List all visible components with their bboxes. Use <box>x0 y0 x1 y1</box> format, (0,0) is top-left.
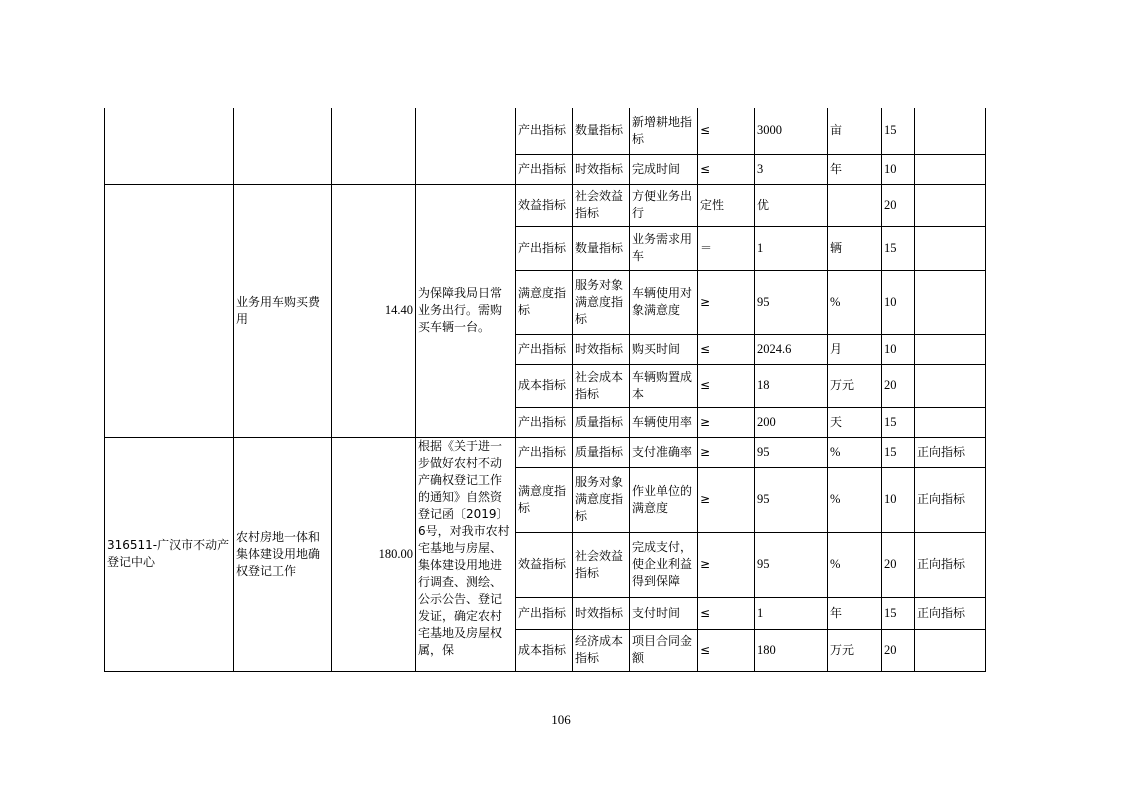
operator: ≥ <box>698 270 755 334</box>
level1-indicator: 产出指标 <box>516 154 573 184</box>
measure-unit: % <box>828 467 882 532</box>
target-value: 95 <box>755 532 828 597</box>
operator: ≤ <box>698 334 755 364</box>
goal-cell-empty <box>416 108 516 184</box>
measure-unit: 亩 <box>828 108 882 154</box>
level2-indicator: 服务对象满意度指标 <box>573 270 630 334</box>
level2-indicator: 时效指标 <box>573 154 630 184</box>
performance-indicator-table <box>104 108 986 672</box>
target-value: 2024.6 <box>755 334 828 364</box>
page-number: 106 <box>551 712 571 727</box>
level2-indicator: 服务对象满意度指标 <box>573 467 630 532</box>
level2-indicator: 社会效益指标 <box>573 532 630 597</box>
operator: ≥ <box>698 437 755 467</box>
level1-indicator: 产出指标 <box>516 407 573 437</box>
level3-indicator: 方便业务出行 <box>630 184 698 226</box>
level3-indicator: 完成时间 <box>630 154 698 184</box>
operator: ≥ <box>698 467 755 532</box>
direction <box>915 334 986 364</box>
level3-indicator: 完成支付，使企业利益得到保障 <box>630 532 698 597</box>
amount-cell-empty <box>332 108 416 184</box>
direction <box>915 364 986 407</box>
operator: ≤ <box>698 108 755 154</box>
weight: 20 <box>882 629 915 671</box>
target-value: 95 <box>755 467 828 532</box>
level2-indicator: 时效指标 <box>573 334 630 364</box>
target-value: 优 <box>755 184 828 226</box>
level1-indicator: 满意度指标 <box>516 270 573 334</box>
level3-indicator: 项目合同金额 <box>630 629 698 671</box>
level3-indicator: 支付准确率 <box>630 437 698 467</box>
direction <box>915 270 986 334</box>
level1-indicator: 成本指标 <box>516 629 573 671</box>
direction <box>915 629 986 671</box>
project-name: 业务用车购买费用 <box>234 184 332 437</box>
measure-unit: 辆 <box>828 226 882 270</box>
target-value: 18 <box>755 364 828 407</box>
measure-unit <box>828 184 882 226</box>
table-row <box>105 184 986 226</box>
measure-unit: 年 <box>828 154 882 184</box>
level3-indicator: 车辆使用率 <box>630 407 698 437</box>
level1-indicator: 效益指标 <box>516 184 573 226</box>
weight: 10 <box>882 154 915 184</box>
table-row <box>105 108 986 154</box>
level3-indicator: 业务需求用车 <box>630 226 698 270</box>
target-value: 95 <box>755 270 828 334</box>
weight: 20 <box>882 364 915 407</box>
level1-indicator: 效益指标 <box>516 532 573 597</box>
operator: ＝ <box>698 226 755 270</box>
level1-indicator: 产出指标 <box>516 226 573 270</box>
weight: 20 <box>882 184 915 226</box>
weight: 15 <box>882 226 915 270</box>
target-value: 3000 <box>755 108 828 154</box>
level1-indicator: 产出指标 <box>516 597 573 629</box>
weight: 20 <box>882 532 915 597</box>
weight: 15 <box>882 108 915 154</box>
direction <box>915 108 986 154</box>
target-value: 3 <box>755 154 828 184</box>
table-row <box>105 437 986 467</box>
direction <box>915 407 986 437</box>
level3-indicator: 作业单位的满意度 <box>630 467 698 532</box>
direction: 正向指标 <box>915 532 986 597</box>
level3-indicator: 车辆使用对象满意度 <box>630 270 698 334</box>
operator: ≥ <box>698 407 755 437</box>
level2-indicator: 经济成本指标 <box>573 629 630 671</box>
level3-indicator: 车辆购置成本 <box>630 364 698 407</box>
operator: ≤ <box>698 364 755 407</box>
target-value: 1 <box>755 597 828 629</box>
weight: 15 <box>882 437 915 467</box>
measure-unit: 年 <box>828 597 882 629</box>
level1-indicator: 满意度指标 <box>516 467 573 532</box>
weight: 15 <box>882 407 915 437</box>
unit-cell-empty <box>105 108 234 184</box>
level1-indicator: 成本指标 <box>516 364 573 407</box>
operator: ≤ <box>698 629 755 671</box>
measure-unit: 万元 <box>828 629 882 671</box>
operator: 定性 <box>698 184 755 226</box>
project-amount: 14.40 <box>332 184 416 437</box>
measure-unit: 万元 <box>828 364 882 407</box>
level2-indicator: 社会成本指标 <box>573 364 630 407</box>
measure-unit: % <box>828 437 882 467</box>
weight: 10 <box>882 334 915 364</box>
unit-cell-empty <box>105 184 234 437</box>
direction: 正向指标 <box>915 597 986 629</box>
level2-indicator: 社会效益指标 <box>573 184 630 226</box>
level2-indicator: 时效指标 <box>573 597 630 629</box>
measure-unit: 天 <box>828 407 882 437</box>
level2-indicator: 数量指标 <box>573 108 630 154</box>
direction <box>915 226 986 270</box>
level1-indicator: 产出指标 <box>516 334 573 364</box>
target-value: 200 <box>755 407 828 437</box>
level3-indicator: 支付时间 <box>630 597 698 629</box>
measure-unit: 月 <box>828 334 882 364</box>
project-goal: 为保障我局日常业务出行。需购买车辆一台。 <box>416 184 516 437</box>
project-goal: 根据《关于进一步做好农村不动产确权登记工作的通知》自然资登记函〔2019〕6号，对我市农村宅基地与房屋、集体建设用地进行调查、测绘、公示公告、登记发证，确定农村宅基地及房屋权属，保 <box>416 437 516 671</box>
direction: 正向指标 <box>915 437 986 467</box>
operator: ≥ <box>698 532 755 597</box>
project-name: 农村房地一体和集体建设用地确权登记工作 <box>234 437 332 671</box>
target-value: 180 <box>755 629 828 671</box>
direction <box>915 154 986 184</box>
level2-indicator: 质量指标 <box>573 437 630 467</box>
measure-unit: % <box>828 532 882 597</box>
weight: 15 <box>882 597 915 629</box>
direction: 正向指标 <box>915 467 986 532</box>
operator: ≤ <box>698 597 755 629</box>
direction <box>915 184 986 226</box>
target-value: 95 <box>755 437 828 467</box>
project-cell-empty <box>234 108 332 184</box>
level1-indicator: 产出指标 <box>516 437 573 467</box>
measure-unit: % <box>828 270 882 334</box>
level3-indicator: 新增耕地指标 <box>630 108 698 154</box>
level2-indicator: 数量指标 <box>573 226 630 270</box>
budget-unit: 316511-广汉市不动产登记中心 <box>105 437 234 671</box>
target-value: 1 <box>755 226 828 270</box>
operator: ≤ <box>698 154 755 184</box>
weight: 10 <box>882 270 915 334</box>
weight: 10 <box>882 467 915 532</box>
level2-indicator: 质量指标 <box>573 407 630 437</box>
level1-indicator: 产出指标 <box>516 108 573 154</box>
level3-indicator: 购买时间 <box>630 334 698 364</box>
project-amount: 180.00 <box>332 437 416 671</box>
